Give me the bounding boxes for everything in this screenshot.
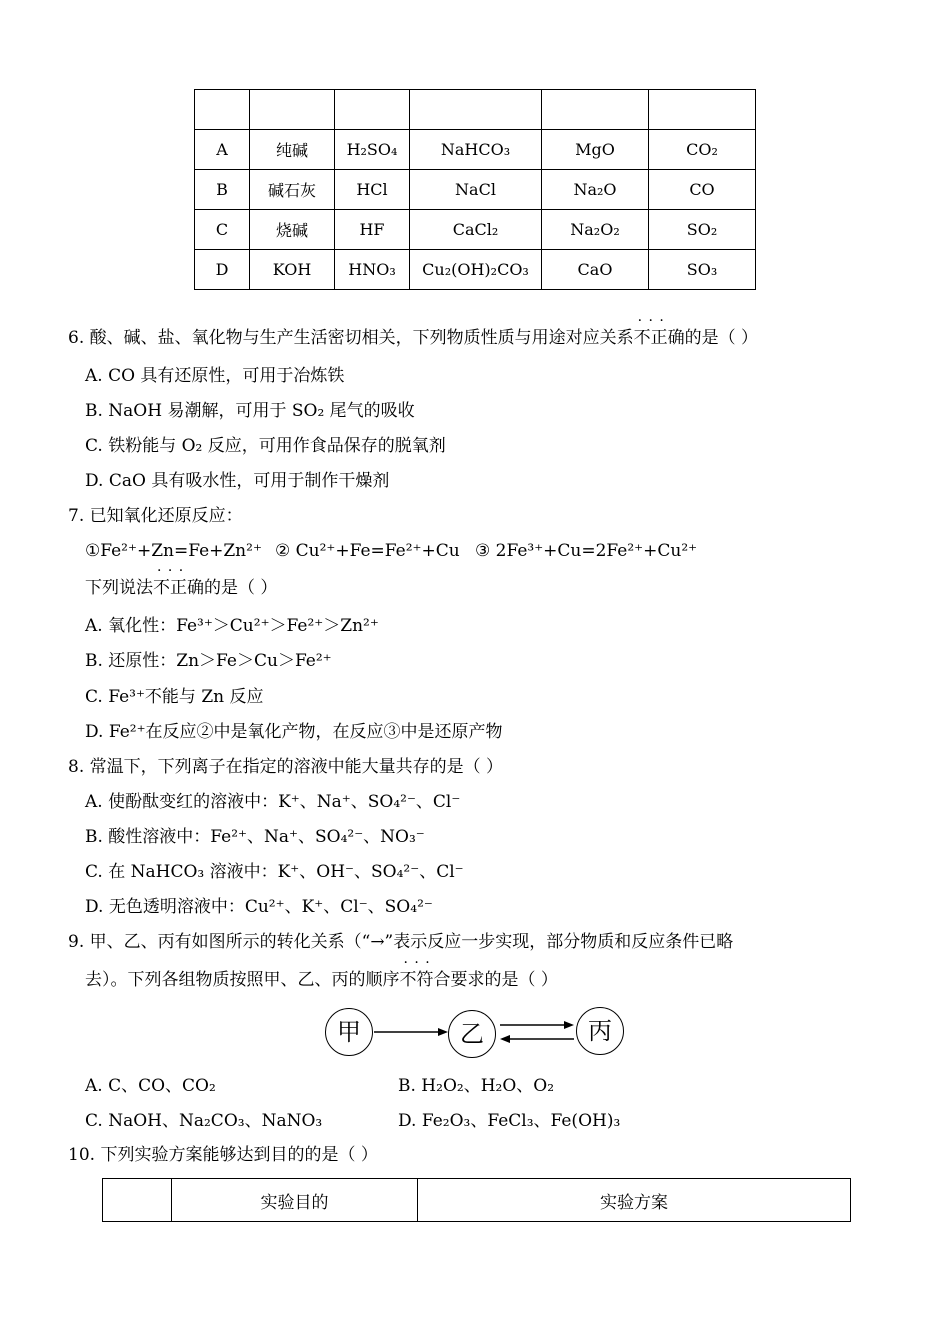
q7-ask-tail: 的是（ ） xyxy=(204,578,278,598)
table-cell: HF xyxy=(335,210,410,250)
table-row xyxy=(195,90,756,130)
table-header-purpose: 实验目的 xyxy=(172,1179,418,1222)
table-cell: C xyxy=(195,210,250,250)
q7-ask-text: 下列说法 xyxy=(85,578,153,598)
q7-option-b: B. 还原性：Zn＞Fe＞Cu＞Fe²⁺ xyxy=(85,651,332,671)
arrow-yi-to-bing xyxy=(500,1021,574,1029)
table-header-row xyxy=(103,1179,851,1222)
table-cell: HCl xyxy=(335,170,410,210)
table-cell: H₂SO₄ xyxy=(335,130,410,170)
table-header-cell xyxy=(103,1179,172,1222)
q9-option-a: A. C、CO、CO₂ xyxy=(85,1076,216,1096)
table-cell: SO₂ xyxy=(649,210,756,250)
q9-stem-line1: 9. 甲、乙、丙有如图所示的转化关系（“→”表示反应一步实现，部分物质和反应条件已略 xyxy=(68,932,734,952)
q9-option-c: C. NaOH、Na₂CO₃、NaNO₃ xyxy=(85,1111,323,1131)
q8-option-d: D. 无色透明溶液中：Cu²⁺、K⁺、Cl⁻、SO₄²⁻ xyxy=(85,897,433,917)
table-cell: B xyxy=(195,170,250,210)
table-cell: Cu₂(OH)₂CO₃ xyxy=(410,250,542,290)
q6-stem-tail: 的是（ ） xyxy=(684,328,759,348)
arrow-jia-to-yi xyxy=(374,1028,448,1036)
q7-option-c: C. Fe³⁺不能与 Zn 反应 xyxy=(85,687,264,707)
table-cell: SO₃ xyxy=(649,250,756,290)
node-bing: 丙 xyxy=(576,1007,624,1055)
q7-stem: 7. 已知氧化还原反应： xyxy=(68,506,243,526)
node-yi: 乙 xyxy=(448,1010,496,1058)
table-cell: A xyxy=(195,130,250,170)
table-cell xyxy=(250,90,335,130)
table-row xyxy=(195,250,756,290)
table-cell: 烧碱 xyxy=(250,210,335,250)
table-cell xyxy=(542,90,649,130)
q7-reaction-3: ③ 2Fe³⁺+Cu=2Fe²⁺+Cu²⁺ xyxy=(475,541,698,561)
table-cell: NaCl xyxy=(410,170,542,210)
q6-option-c: C. 铁粉能与 O₂ 反应，可用作食品保存的脱氧剂 xyxy=(85,436,446,456)
table-cell: NaHCO₃ xyxy=(410,130,542,170)
q7-option-a: A. 氧化性：Fe³⁺＞Cu²⁺＞Fe²⁺＞Zn²⁺ xyxy=(85,616,379,636)
table-cell: KOH xyxy=(250,250,335,290)
q7-ask xyxy=(85,577,277,599)
q6-option-d: D. CaO 具有吸水性，可用于制作干燥剂 xyxy=(85,471,390,491)
q6-emphasis: · · · 不正确 xyxy=(634,327,685,349)
table-cell: CO₂ xyxy=(649,130,756,170)
q9-option-b: B. H₂O₂、H₂O、O₂ xyxy=(398,1076,555,1096)
table-cell: CO xyxy=(649,170,756,210)
q9-stem-text: 去）。下列各组物质按照甲、乙、丙的顺序 xyxy=(85,970,400,990)
q8-stem: 8. 常温下，下列离子在指定的溶液中能大量共存的是（ ） xyxy=(68,757,504,777)
table-cell xyxy=(649,90,756,130)
q6-option-b: B. NaOH 易潮解，可用于 SO₂ 尾气的吸收 xyxy=(85,401,415,421)
table-cell: CaCl₂ xyxy=(410,210,542,250)
q9-option-d: D. Fe₂O₃、FeCl₃、Fe(OH)₃ xyxy=(398,1111,621,1131)
table-row xyxy=(195,170,756,210)
q8-option-c: C. 在 NaHCO₃ 溶液中：K⁺、OH⁻、SO₄²⁻、Cl⁻ xyxy=(85,862,464,882)
table-cell: HNO₃ xyxy=(335,250,410,290)
node-jia: 甲 xyxy=(325,1008,373,1056)
q6-option-a: A. CO 具有还原性，可用于冶炼铁 xyxy=(85,366,345,386)
table-cell xyxy=(335,90,410,130)
conversion-arrows xyxy=(372,1015,582,1055)
table-row xyxy=(195,210,756,250)
q10-stem: 10. 下列实验方案能够达到目的的是（ ） xyxy=(68,1145,378,1165)
table-cell xyxy=(195,90,250,130)
table-cell: 纯碱 xyxy=(250,130,335,170)
q6-stem-text: 6. 酸、碱、盐、氧化物与生产生活密切相关，下列物质性质与用途对应关系 xyxy=(68,328,634,348)
q8-option-b: B. 酸性溶液中：Fe²⁺、Na⁺、SO₄²⁻、NO₃⁻ xyxy=(85,827,425,847)
table-cell: D xyxy=(195,250,250,290)
q9-stem-line2 xyxy=(85,969,558,991)
q6-stem xyxy=(68,327,758,349)
q7-option-d: D. Fe²⁺在反应②中是氧化产物，在反应③中是还原产物 xyxy=(85,722,503,742)
table-cell: CaO xyxy=(542,250,649,290)
q7-emphasis: · · · 不正确 xyxy=(153,577,204,599)
table-cell: MgO xyxy=(542,130,649,170)
arrow-bing-to-yi xyxy=(500,1035,574,1043)
q9-emphasis: · · · 不符合 xyxy=(400,969,451,991)
table-cell: 碱石灰 xyxy=(250,170,335,210)
q7-reaction-2: ② Cu²⁺+Fe=Fe²⁺+Cu xyxy=(275,541,460,561)
experiment-table xyxy=(102,1178,851,1222)
substance-table xyxy=(194,89,756,290)
table-cell: Na₂O xyxy=(542,170,649,210)
table-row xyxy=(195,130,756,170)
table-cell xyxy=(410,90,542,130)
q9-stem-tail: 要求的是（ ） xyxy=(450,970,558,990)
table-cell: Na₂O₂ xyxy=(542,210,649,250)
q8-option-a: A. 使酚酞变红的溶液中：K⁺、Na⁺、SO₄²⁻、Cl⁻ xyxy=(85,792,461,812)
q7-reaction-1: ①Fe²⁺+Zn=Fe+Zn²⁺ xyxy=(85,541,262,561)
table-header-plan: 实验方案 xyxy=(418,1179,851,1222)
